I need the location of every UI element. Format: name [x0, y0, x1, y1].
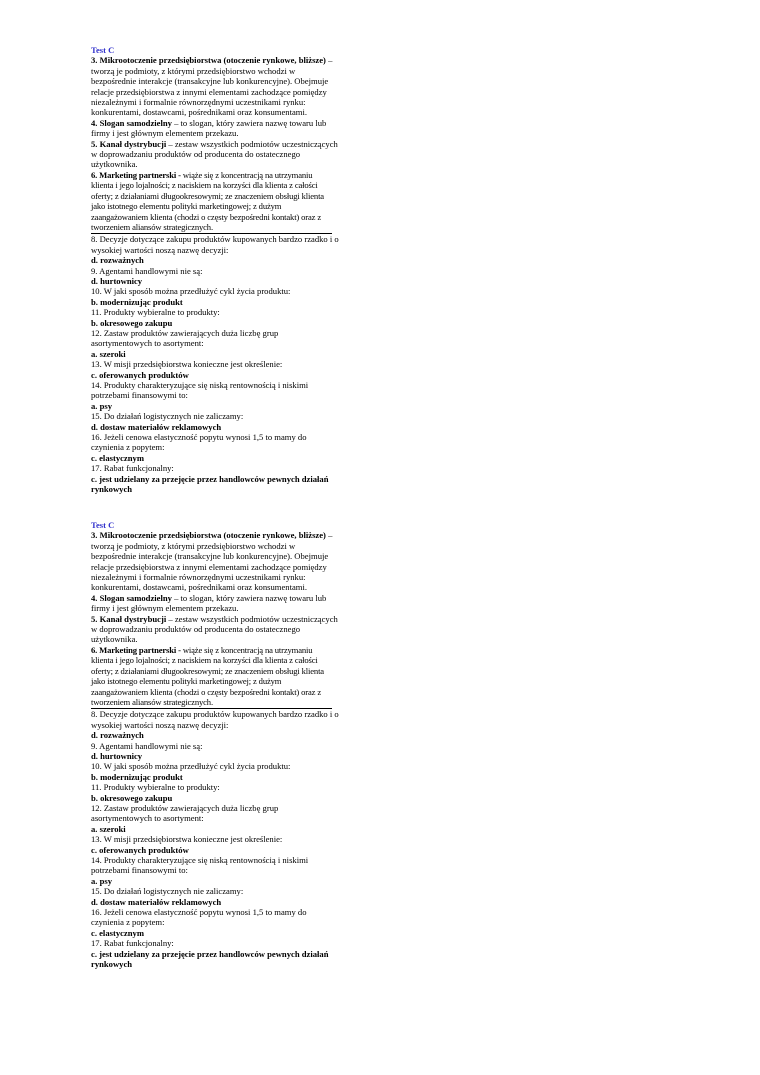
definition-term: 3. Mikrootoczenie przedsiębiorstwa (otoczenie rynkowe, bliższe) — [91, 55, 326, 66]
answer-12: a. szeroki — [91, 823, 126, 834]
answer-8: d. rozważnych — [91, 730, 144, 741]
definition-term: 6. Marketing partnerski - — [91, 644, 181, 655]
question-10: 10. W jaki sposób można przedłużyć cykl życia produktu: — [91, 761, 291, 772]
definition-text: – zestaw wszystkich podmiotów uczestniczących w doprowadzaniu produktów od producenta do ostatecznego użytkownika. — [91, 613, 338, 645]
question-9: 9. Agentami handlowymi nie są: — [91, 740, 203, 751]
answer-10: b. modernizując produkt — [91, 771, 183, 782]
definition-6 — [91, 170, 333, 232]
definition-5 — [91, 614, 341, 645]
question-14: 14. Produkty charakteryzujące się niską rentownością i niskimi potrzebami finansowymi to: — [91, 855, 309, 876]
question-10: 10. W jaki sposób można przedłużyć cykl życia produktu: — [91, 286, 291, 297]
definition-term: 3. Mikrootoczenie przedsiębiorstwa (otoczenie rynkowe, bliższe) — [91, 530, 326, 541]
answer-10: b. modernizując produkt — [91, 296, 183, 307]
question-16: 16. Jeżeli cenowa elastyczność popytu wynosi 1,5 to mamy do czynienia z popytem: — [91, 432, 307, 453]
question-9: 9. Agentami handlowymi nie są: — [91, 265, 203, 276]
question-8: 8. Decyzje dotyczące zakupu produktów kupowanych bardzo rzadko i o wysokiej wartości noszą nazwę decyzji: — [91, 234, 339, 255]
question-17: 17. Rabat funkcjonalny: — [91, 463, 174, 474]
question-17: 17. Rabat funkcjonalny: — [91, 938, 174, 949]
answer-8: d. rozważnych — [91, 255, 144, 266]
question-11: 11. Produkty wybieralne to produkty: — [91, 307, 220, 318]
question-12: 12. Zastaw produktów zawierających duża liczbę grup asortymentowych to asortyment: — [91, 802, 279, 824]
definition-text: – to slogan, który zawiera nazwę towaru lub firmy i jest głównym elementem przekazu. — [91, 592, 327, 614]
definition-term: 4. Slogan samodzielny — [91, 592, 172, 603]
test-block-1 — [91, 45, 341, 494]
question-11: 11. Produkty wybieralne to produkty: — [91, 782, 220, 793]
answer-9: d. hurtownicy — [91, 275, 143, 286]
test-title: Test C — [91, 520, 115, 530]
answer-17: c. jest udzielany za przejęcie przez handlowców pewnych działań rynkowych — [91, 473, 329, 495]
definition-3 — [91, 530, 341, 592]
definition-term: 5. Kanał dystrybucji — [91, 613, 167, 624]
definition-3 — [91, 55, 341, 117]
definition-4 — [91, 593, 341, 614]
definition-5 — [91, 139, 341, 170]
definition-text: – tworzą je podmioty, z którymi przedsiębiorstwo wchodzi w bezpośrednie interakcje (transakcyjne lub konkurencyjne). Obejmuje relacje przedsiębiorstwa z innymi elementami zachodzące pomiędzy niezależnymi i formalnie równorzędnymi uczestnikami rynku: konkurentami, dostawcami, pośrednikami oraz konsumentami. — [91, 530, 333, 593]
answer-13: c. oferowanych produktów — [91, 844, 189, 855]
answer-14: a. psy — [91, 400, 113, 411]
answer-16: c. elastycznym — [91, 927, 144, 938]
question-14: 14. Produkty charakteryzujące się niską rentownością i niskimi potrzebami finansowymi to: — [91, 380, 309, 401]
question-16: 16. Jeżeli cenowa elastyczność popytu wynosi 1,5 to mamy do czynienia z popytem: — [91, 907, 307, 928]
definition-term: 5. Kanał dystrybucji — [91, 138, 167, 149]
question-13: 13. W misji przedsiębiorstwa konieczne jest określenie: — [91, 359, 283, 370]
definition-text: – to slogan, który zawiera nazwę towaru lub firmy i jest głównym elementem przekazu. — [91, 117, 327, 139]
question-15: 15. Do działań logistycznych nie zaliczamy: — [91, 886, 244, 897]
definition-6 — [91, 645, 333, 707]
definition-text: – tworzą je podmioty, z którymi przedsiębiorstwo wchodzi w bezpośrednie interakcje (transakcyjne lub konkurencyjne). Obejmuje relacje przedsiębiorstwa z innymi elementami zachodzące pomiędzy niezależnymi i formalnie równorzędnymi uczestnikami rynku: konkurentami, dostawcami, pośrednikami oraz konsumentami. — [91, 55, 333, 118]
test-title: Test C — [91, 45, 115, 55]
answer-15: d. dostaw materiałów reklamowych — [91, 896, 222, 907]
question-13: 13. W misji przedsiębiorstwa konieczne jest określenie: — [91, 834, 283, 845]
answer-15: d. dostaw materiałów reklamowych — [91, 421, 222, 432]
answer-11: b. okresowego zakupu — [91, 317, 173, 328]
definition-term: 6. Marketing partnerski - — [91, 169, 181, 180]
answer-14: a. psy — [91, 875, 113, 886]
definition-term: 4. Slogan samodzielny — [91, 117, 172, 128]
answer-12: a. szeroki — [91, 348, 126, 359]
question-12: 12. Zastaw produktów zawierających duża liczbę grup asortymentowych to asortyment: — [91, 327, 279, 349]
answer-9: d. hurtownicy — [91, 750, 143, 761]
test-block-2 — [91, 520, 341, 969]
answer-13: c. oferowanych produktów — [91, 369, 189, 380]
question-8: 8. Decyzje dotyczące zakupu produktów kupowanych bardzo rzadko i o wysokiej wartości noszą nazwę decyzji: — [91, 709, 339, 730]
answer-17: c. jest udzielany za przejęcie przez handlowców pewnych działań rynkowych — [91, 948, 329, 970]
definition-4 — [91, 118, 341, 139]
answer-16: c. elastycznym — [91, 452, 144, 463]
question-15: 15. Do działań logistycznych nie zaliczamy: — [91, 411, 244, 422]
definition-text: – zestaw wszystkich podmiotów uczestniczących w doprowadzaniu produktów od producenta do ostatecznego użytkownika. — [91, 138, 338, 170]
definition-text: wiąże się z koncentracją na utrzymaniu klienta i jego lojalności; z naciskiem na korzyści dla klienta z całości oferty; z działaniami długookresowymi; ze znaczeniem obsługi klienta jako istotnego elementu polityki marketingowej; z dużym zaangażowaniem klienta (chodzi o częsty bezpośredni kontakt) oraz z tworzeniem aliansów strategicznych. — [91, 169, 324, 232]
answer-11: b. okresowego zakupu — [91, 792, 173, 803]
definition-text: wiąże się z koncentracją na utrzymaniu klienta i jego lojalności; z naciskiem na korzyści dla klienta z całości oferty; z działaniami długookresowymi; ze znaczeniem obsługi klienta jako istotnego elementu polityki marketingowej; z dużym zaangażowaniem klienta (chodzi o częsty bezpośredni kontakt) oraz z tworzeniem aliansów strategicznych. — [91, 644, 324, 707]
